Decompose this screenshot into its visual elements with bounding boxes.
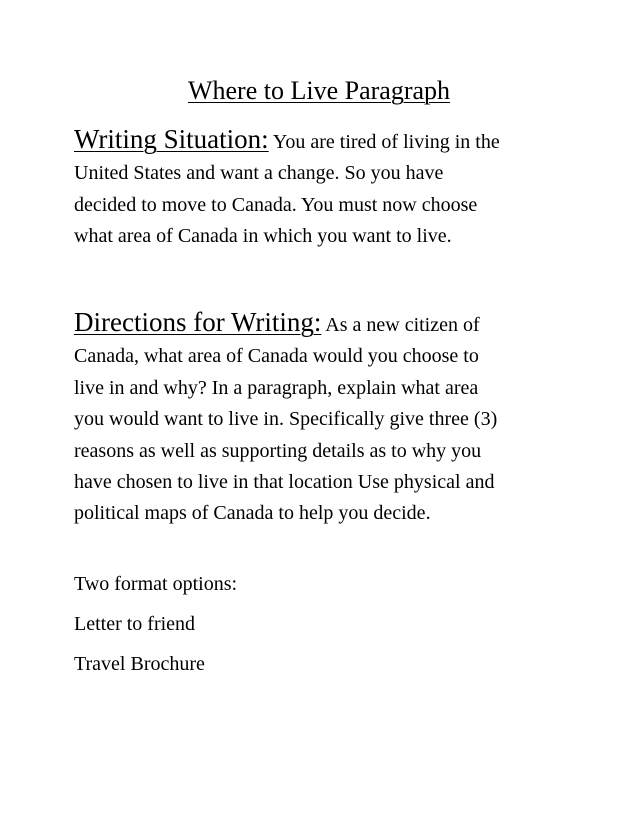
directions-text: you would want to live in. Specifically give three (3) [74,408,498,431]
writing-situation-text: decided to move to Canada. You must now choose [74,193,478,216]
writing-situation-text: what area of Canada in which you want to live. [74,225,452,248]
writing-situation-section [74,124,574,253]
directions-text: political maps of Canada to help you decide. [74,502,431,525]
format-option-brochure: Travel Brochure [74,653,205,675]
format-options-section [74,568,474,688]
writing-situation-text: United States and want a change. So you have [74,162,444,185]
directions-text: reasons as well as supporting details as to why you [74,439,482,462]
directions-first-line [74,307,574,341]
directions-text: As a new citizen of [321,314,480,336]
writing-situation-first-line [74,124,574,158]
directions-text: Canada, what area of Canada would you choose to [74,345,479,368]
directions-section [74,307,574,530]
format-option-letter: Letter to friend [74,613,196,635]
directions-text: have chosen to live in that location Use physical and [74,471,495,494]
format-options-label: Two format options: [74,573,238,595]
directions-text: live in and why? In a paragraph, explain what area [74,376,479,399]
page-title: Where to Live Paragraph [187,76,451,105]
writing-situation-text: You are tired of living in the [268,131,500,153]
directions-heading: Directions for Writing: [74,307,322,337]
writing-situation-heading: Writing Situation: [74,124,269,154]
